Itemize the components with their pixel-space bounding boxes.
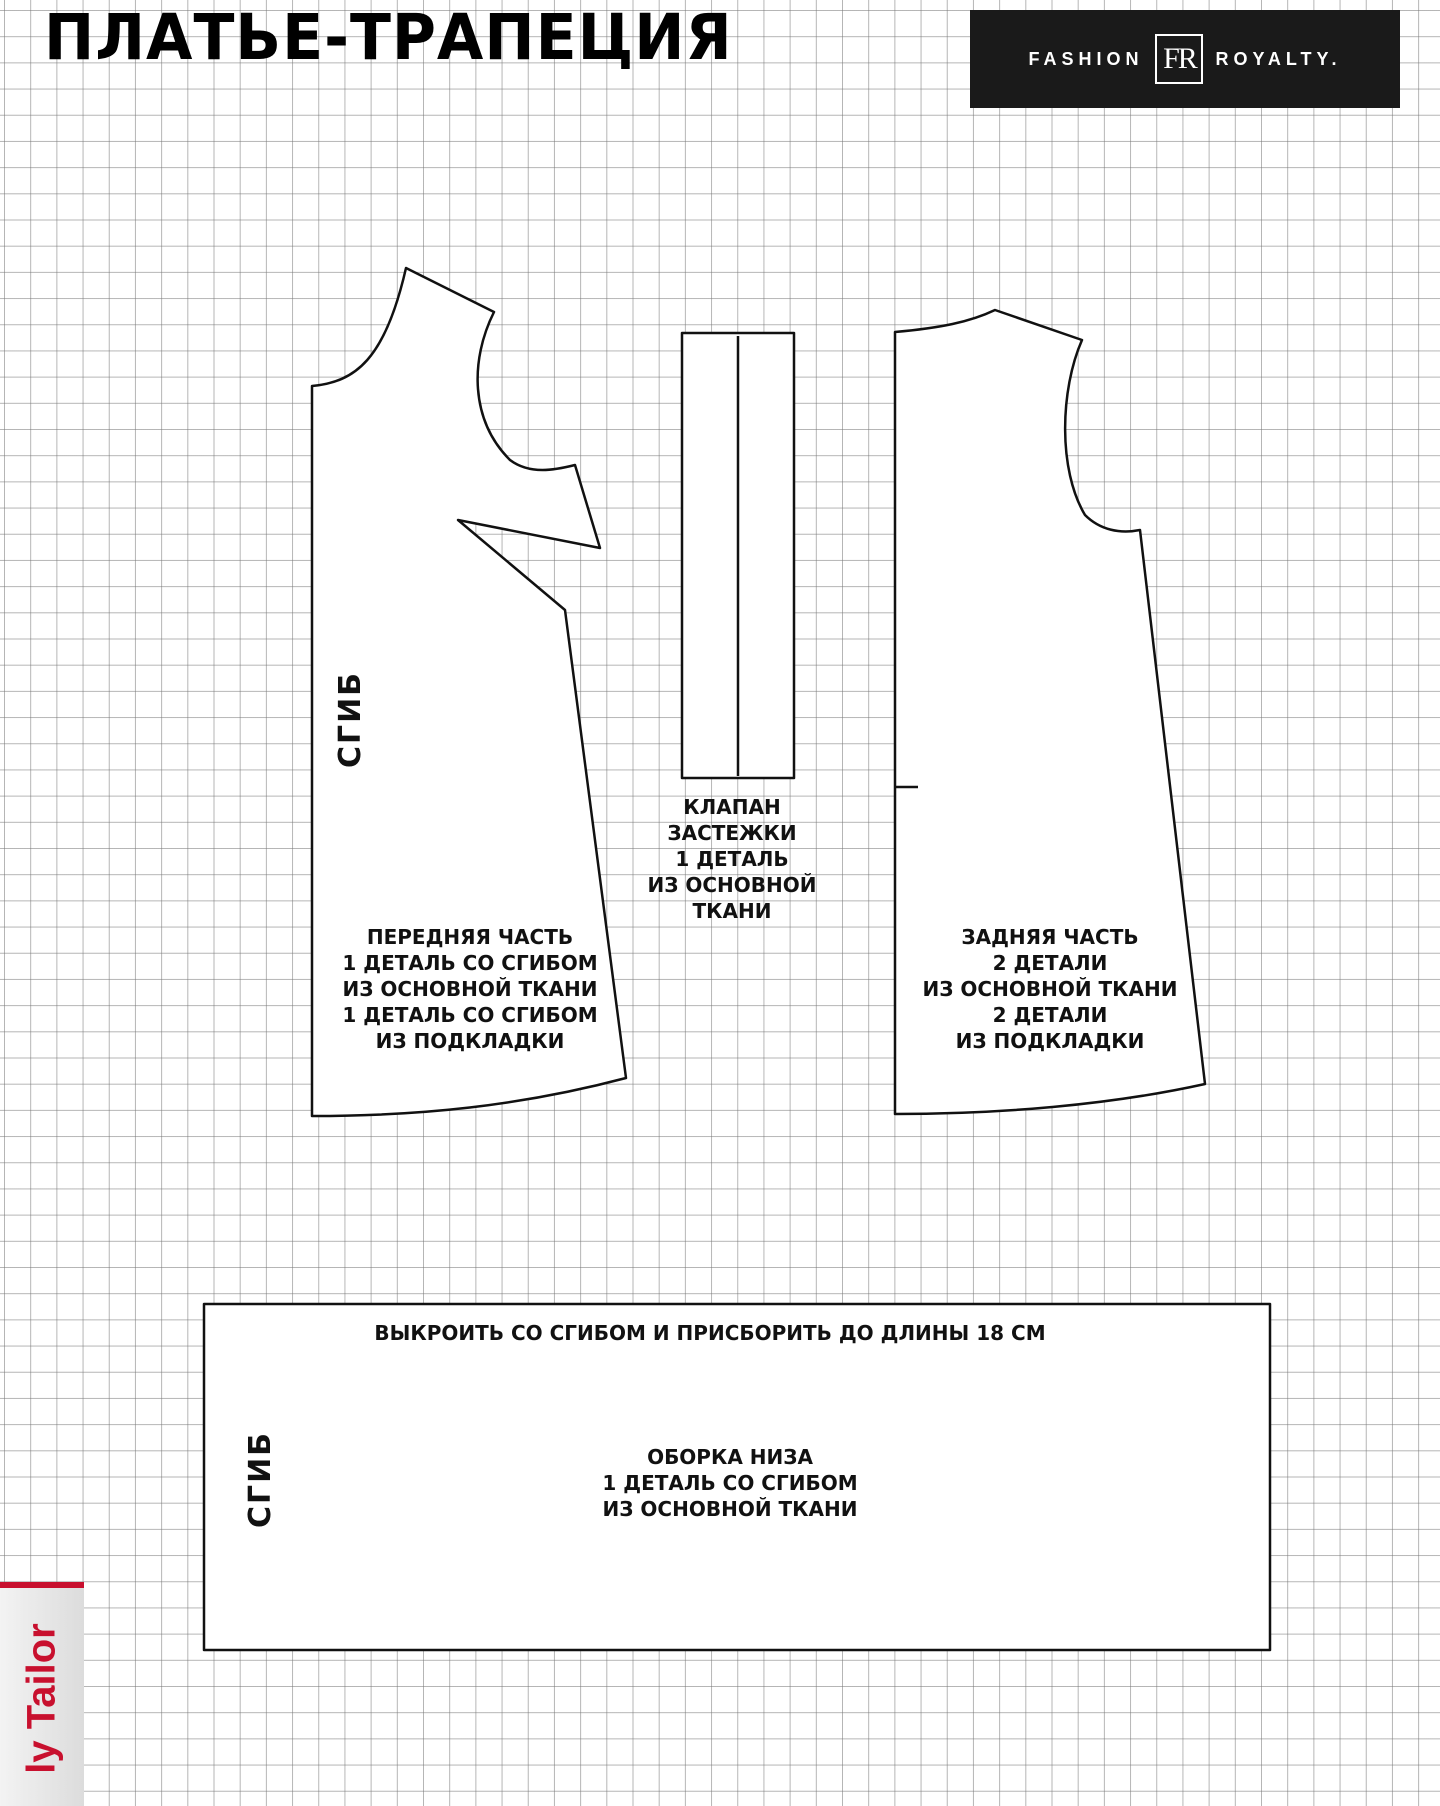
brand-left-word: FASHION <box>1028 48 1144 69</box>
front-piece-label: ПЕРЕДНЯЯ ЧАСТЬ 1 ДЕТАЛЬ СО СГИБОМ ИЗ ОСНОВНОЙ ТКАНИ 1 ДЕТАЛЬ СО СГИБОМ ИЗ ПОДКЛАДКИ <box>342 925 598 1053</box>
page-title: ПЛАТЬЕ-ТРАПЕЦИЯ <box>44 1 733 75</box>
front-fold-label: СГИБ <box>333 670 369 769</box>
ruffle-piece-label: ОБОРКА НИЗА 1 ДЕТАЛЬ СО СГИБОМ ИЗ ОСНОВНОЙ ТКАНИ <box>602 1445 858 1521</box>
ruffle-instruction: ВЫКРОИТЬ СО СГИБОМ И ПРИСБОРИТЬ ДО ДЛИНЫ 18 СМ <box>374 1321 1046 1345</box>
brand-right-word: ROYALTY. <box>1215 48 1342 69</box>
ruffle-fold-label: СГИБ <box>243 1430 279 1529</box>
brand-monogram: FR <box>1155 34 1203 84</box>
watermark-tag <box>0 1582 84 1806</box>
placket-piece-label: КЛАПАН ЗАСТЕЖКИ 1 ДЕТАЛЬ ИЗ ОСНОВНОЙ ТКАНИ <box>647 795 817 923</box>
back-piece-label: ЗАДНЯЯ ЧАСТЬ 2 ДЕТАЛИ ИЗ ОСНОВНОЙ ТКАНИ 2 ДЕТАЛИ ИЗ ПОДКЛАДКИ <box>922 925 1178 1053</box>
watermark-text: ly Tailor <box>19 1623 64 1774</box>
